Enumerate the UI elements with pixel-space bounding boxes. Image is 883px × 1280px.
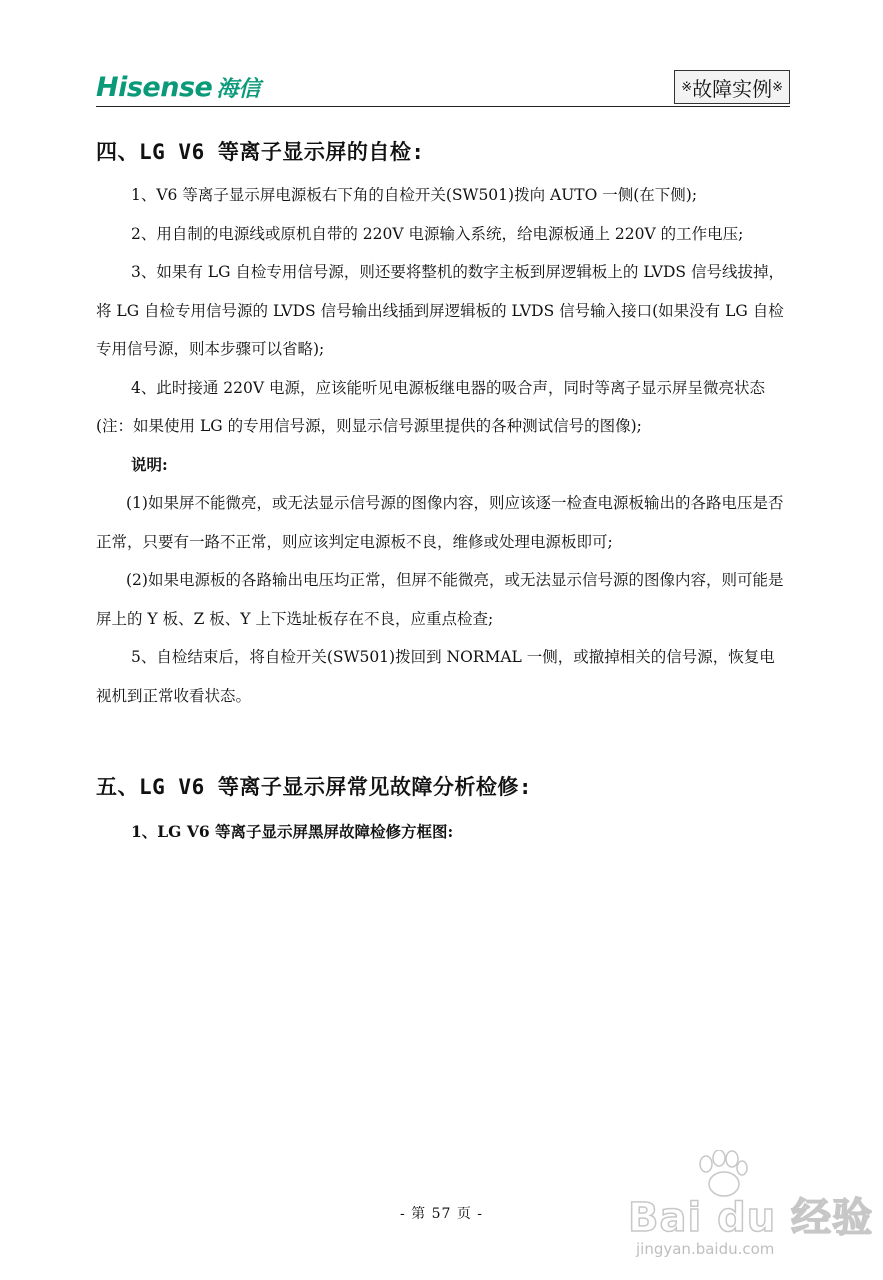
reference-mark-icon: ※: [681, 79, 693, 95]
watermark-url: jingyan.baidu.com: [636, 1240, 775, 1258]
tag-label: 故障实例: [692, 76, 773, 101]
document-body: [96, 128, 786, 852]
baidu-jingyan-watermark: [628, 1150, 874, 1268]
page-header: [96, 64, 790, 108]
step-2: 2、用自制的电源线或原机自带的 220V 电源输入系统，给电源板通上 220V 的工作电压;: [131, 224, 744, 243]
logo-chinese: 海信: [216, 76, 261, 102]
logo-wordmark: Hisense: [96, 71, 213, 103]
note-title: 说明:: [131, 454, 168, 474]
step-1: 1、V6 等离子显示屏电源板右下角的自检开关(SW501)拨向 AUTO 一侧(在下侧);: [131, 186, 698, 204]
reference-mark-icon: ※: [772, 79, 783, 95]
step-3: 3、如果有 LG 自检专用信号源，则还要将整机的数字主板到屏逻辑板上的 LVDS 信号线拔掉，将 LG 自检专用信号源的 LVDS 信号输出线插到屏逻辑板的 LVDS 信号输入接口(如果没有 LG 自检专用信号源，则本步骤可以省略);: [96, 263, 784, 358]
subsection-1-title: 1、LG V6 等离子显示屏黑屏故障检修方框图:: [131, 822, 454, 841]
note-item-1: (1)如果屏不能微亮，或无法显示信号源的图像内容，则应该逐一检查电源板输出的各路电压是否正常，只要有一路不正常，则应该判定电源板不良，维修或处理电源板即可;: [96, 494, 784, 551]
step-5: 5、自检结束后，将自检开关(SW501)拨回到 NORMAL 一侧，或撤掉相关的信号源，恢复电视机到正常收看状态。: [96, 648, 775, 705]
section-5-title: 五、LG V6 等离子显示屏常见故障分析检修:: [96, 775, 532, 799]
note-item-2: (2)如果电源板的各路输出电压均正常，但屏不能微亮，或无法显示信号源的图像内容，则可能是屏上的 Y 板、Z 板、Y 上下选址板存在不良，应重点检查;: [96, 571, 784, 628]
hisense-logo: [96, 72, 260, 102]
step-4: 4、此时接通 220V 电源，应该能听见电源板继电器的吸合声，同时等离子显示屏呈微亮状态(注：如果使用 LG 的专用信号源，则显示信号源里提供的各种测试信号的图像);: [96, 378, 765, 435]
watermark-brand: Bai du 经验: [628, 1195, 874, 1241]
page-number: - 第 57 页 -: [399, 1206, 484, 1222]
section-4-title: 四、LG V6 等离子显示屏的自检:: [96, 140, 425, 164]
fault-example-tag: [674, 70, 790, 104]
header-divider: [96, 106, 790, 107]
